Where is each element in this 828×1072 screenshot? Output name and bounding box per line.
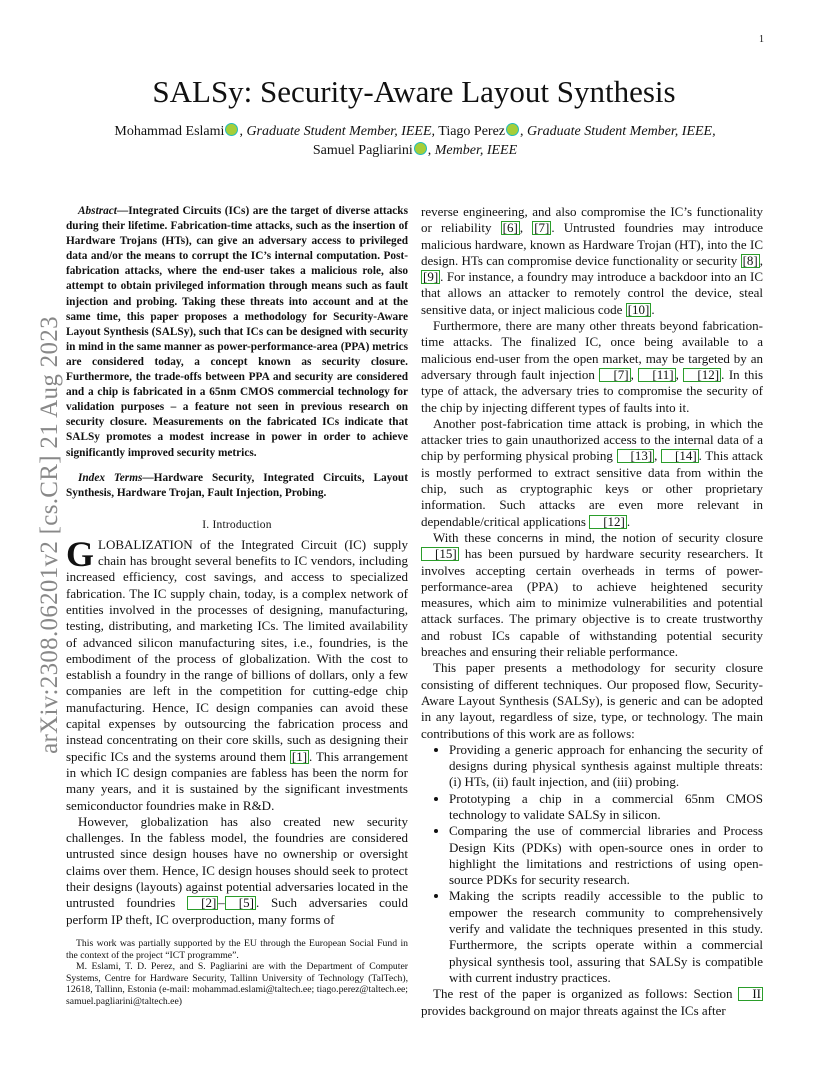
intro-paragraph-2	[66, 814, 408, 928]
paragraph-text: ,	[630, 366, 639, 382]
citation-link[interactable]: [7]	[599, 368, 630, 382]
author-1-role: Graduate Student Member, IEEE,	[246, 124, 436, 139]
index-terms-label: Index Terms	[78, 471, 143, 484]
arxiv-identifier-stamp: arXiv:2308.06201v2 [cs.CR] 21 Aug 2023	[36, 316, 63, 754]
index-terms-text: —Hardware Security, Integrated Circuits, Layout Synthesis, Hardware Trojan, Fault Injection, Probing.	[66, 471, 408, 499]
paragraph-text: The rest of the paper is organized as follows: Section	[433, 986, 739, 1002]
intro-paragraph-3	[421, 204, 763, 318]
footnote-affiliation: M. Eslami, T. D. Perez, and S. Pagliarini are with the Department of Computer Systems, Centre for Hardware Security, Tallinn University of Technology (TalTech), 12618, Tallinn, Estonia (e-mail: mohammad.eslami@taltech.ee; tiago.perez@taltech.ee; samuel.pagliarini@taltech.ee)	[66, 961, 408, 1007]
intro-paragraph-8	[421, 986, 763, 1019]
orcid-icon[interactable]	[506, 123, 519, 136]
paragraph-text: . In this type of attack, the adversary tries to compromise the security of the chip by injecting different types of faults into it.	[421, 366, 764, 415]
paragraph-text: With these concerns in mind, the notion of security closure	[433, 529, 763, 545]
citation-link[interactable]: [2]	[187, 896, 218, 910]
contributions-list	[421, 742, 763, 986]
abstract-label: Abstract	[78, 205, 117, 217]
paragraph-text: ,	[654, 448, 661, 464]
paragraph-text: LOBALIZATION of the Integrated Circuit (IC) supply chain has brought several benefits to IC vendors, including increased efficiency, cost savings, and access to specialized fabrication. The IC supply chain, today, is a complex network of entities involved in the processes of designing, manufacturing, testing, distributing, and marketing ICs. The limited availability of advanced silicon manufacturing sites, i.e., foundries, is the embodiment of the process of globalization. With the cost to establish a foundry in the range of billions of dollars, only a few companies are left in the competition for cutting-edge chip manufacturing. Hence, IC design companies can avoid these capital expenses by outsourcing the fabrication process and instead concentrating on their core skills, such as designing their specific ICs and the systems around them	[66, 536, 408, 764]
author-1-name: Mohammad Eslami	[114, 124, 225, 139]
abstract-text: —Integrated Circuits (ICs) are the target of diverse attacks during their lifetime. Fabrication-time attacks, such as the insertion of Hardware Trojans (HTs), can give an adversary access to privileged data and/or the means to corrupt the IC’s internal computation. Post-fabrication attacks, where the end-user takes a malicious role, also attempt to obtain privileged information through means such as fault injection and probing. Taking these threats into account and at the same time, this paper proposes a methodology for Security-Aware Layout Synthesis (SALSy), such that ICs can be designed with security in mind in the same manner as power-performance-area (PPA) metrics are considered today, a concept known as security closure. Furthermore, the trade-offs between PPA and security are considered and a chip is fabricated in a 65nm CMOS commercial technology for validation purposes – a feature not seen in previous research on security closure. Measurements on the fabricated ICs indicate that SALSy promotes a modest increase in power in order to achieve significantly improved security metrics.	[66, 205, 408, 459]
footnotes	[66, 938, 408, 1008]
drop-cap: G	[66, 533, 95, 574]
paragraph-text: reverse engineering, and also compromise the IC’s functionality or reliability	[421, 204, 763, 236]
page-number: 1	[759, 34, 764, 45]
paragraph-text: ,	[675, 366, 684, 382]
citation-link[interactable]: [10]	[627, 301, 650, 317]
author-3-role: Member, IEEE	[434, 143, 518, 158]
intro-paragraph-6	[421, 530, 763, 660]
paragraph-text: ,	[759, 252, 763, 268]
paragraph-text: Another post-fabrication time attack is probing, in which the attacker tries to gain unauthorized access to the internal data of a chip by performing physical probing	[421, 415, 763, 464]
left-column	[66, 204, 408, 928]
paragraph-text: has been pursued by hardware security researchers. It involves accepting certain overheads in terms of power-performance-area (PPA) to achieve heightened security measures, which aim to minimize vulnerabilities and potential attack surfaces. The primary objective is to create trustworthy and robust ICs capable of withstanding potential security breaches and ensuring their reliable performance.	[421, 546, 763, 660]
citation-link[interactable]: [12]	[683, 368, 721, 382]
paragraph-text: . Such adversaries could perform IP theft, IC overproduction, many forms of	[66, 895, 408, 927]
list-item: • Providing a generic approach for enhancing the security of designs during physical synthesis against multiple threats: (i) HTs, (ii) fault injection, and (iii) probing.	[449, 742, 763, 791]
paragraph-text: provides background on major threats against the ICs after	[421, 1002, 726, 1018]
paragraph-text: .	[651, 301, 655, 317]
citation-link[interactable]: [9]	[423, 269, 439, 285]
citation-link[interactable]: [7]	[534, 220, 550, 236]
intro-paragraph-4	[421, 318, 763, 416]
intro-paragraph-1	[66, 533, 408, 814]
paragraph-text: . Untrusted foundries may introduce malicious hardware, known as Hardware Trojan (HT), into the IC design. HTs can compromise device functionality or security	[421, 220, 764, 268]
citation-link[interactable]: [12]	[589, 515, 627, 529]
citation-link[interactable]: [5]	[225, 896, 256, 910]
citation-link[interactable]: [15]	[421, 547, 459, 561]
paper-title: SALSy: Security-Aware Layout Synthesis	[152, 74, 676, 109]
orcid-icon[interactable]	[225, 123, 238, 136]
paragraph-text: . This attack is mostly performed to extract sensitive data from within the chip, such as cryptographic keys or other proprietary information. Such attacks are even more relevant in dependable/critical applications	[421, 448, 763, 529]
list-item: • Prototyping a chip in a commercial 65nm CMOS technology to validate SALSy in silicon.	[449, 791, 763, 824]
paragraph-text: . This arrangement in which IC design companies are fabless has been the norm for many years, and it is sustained by the significant investments semiconductor foundries make in R&D.	[66, 748, 408, 813]
author-2-role: Graduate Student Member, IEEE,	[527, 124, 716, 139]
footnote-funding: This work was partially supported by the EU through the European Social Fund in the context of the project “ICT programme”.	[66, 938, 408, 961]
intro-paragraph-7: This paper presents a methodology for security closure consisting of different techniques. Our proposed flow, Security-Aware Layout Synthesis (SALSy), is generic and can be adopted in any layout, regardless of size, type, or technology. The main contributions of this work are as follows:	[421, 660, 763, 741]
author-list: Mohammad Eslami , Graduate Student Member, IEEE, Tiago Perez , Graduate Student Member, IEEE, Samuel Pagliarini , Member, IEEE	[114, 124, 716, 158]
paragraph-text: Furthermore, there are many other threats beyond fabrication-time attacks. The finalized IC, once being available to a malicious end-user from the open market, may be targeted by an adversary through fault injection	[421, 318, 763, 382]
index-terms	[66, 471, 408, 501]
citation-link[interactable]: [6]	[502, 220, 518, 236]
paragraph-text: ,	[519, 220, 533, 236]
citation-link[interactable]: [1]	[291, 748, 308, 764]
intro-paragraph-5	[421, 416, 763, 530]
paragraph-text: –	[218, 895, 225, 911]
paragraph-text: However, globalization has also created new security challenges. In the fabless model, the foundries are considered untrusted since design houses have no ownership or oversight claims over them. Hence, IC design houses should seek to protect their designs (layouts) against potential adversaries located in the untrusted foundries	[66, 813, 408, 911]
citation-link[interactable]: [8]	[742, 252, 758, 268]
right-column	[421, 204, 763, 1019]
author-3-name: Samuel Pagliarini	[312, 143, 413, 158]
paragraph-text: .	[626, 513, 631, 529]
citation-link[interactable]: [11]	[638, 368, 675, 382]
citation-link[interactable]: [13]	[617, 449, 655, 463]
abstract	[66, 204, 408, 461]
citation-link[interactable]: [14]	[661, 449, 699, 463]
list-item: • Comparing the use of commercial libraries and Process Design Kits (PDKs) with open-source ones in order to highlight the limitations and restrictions of using open-source PDKs for security research.	[449, 823, 763, 888]
section-link[interactable]: II	[738, 987, 763, 1001]
orcid-icon[interactable]	[414, 142, 427, 155]
author-2-name: Tiago Perez	[438, 124, 506, 139]
paragraph-text: . For instance, a foundry may introduce a backdoor into an IC that allows an attacker to remotely control the device, steal sensitive data, or inject malicious code	[421, 269, 763, 317]
list-item: • Making the scripts readily accessible to the public to empower the research community to comprehensively verify and validate the techniques presented in this study. Furthermore, the scripts operate within a commercial physical synthesis tool, assuring that SALSy is compatible with current industry practices.	[449, 888, 763, 986]
section-heading-introduction: I. Introduction	[202, 518, 272, 531]
